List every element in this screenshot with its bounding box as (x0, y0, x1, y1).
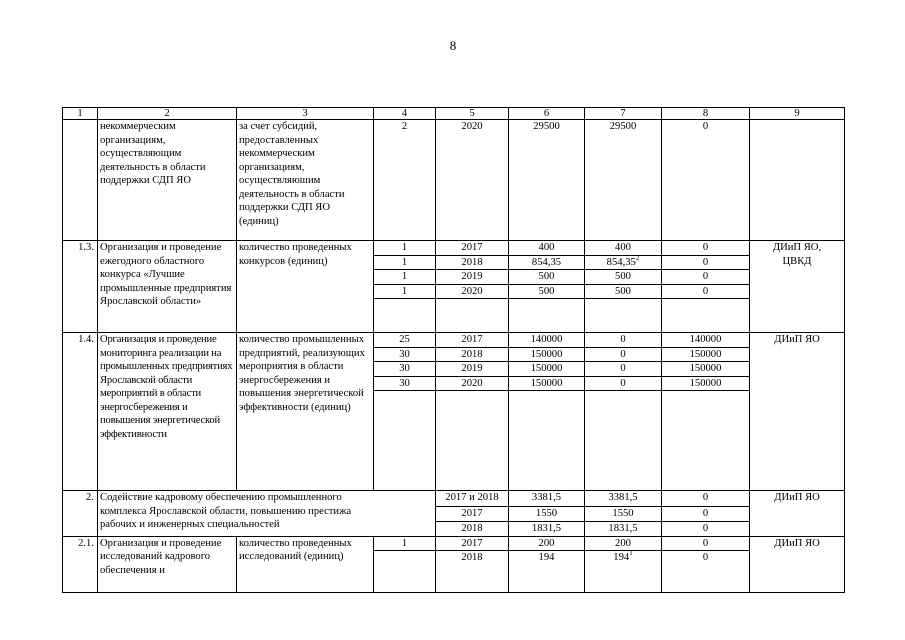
row-number: 1.4. (63, 333, 98, 491)
cell-target (374, 551, 436, 593)
executor: ДИиП ЯО (750, 491, 845, 537)
cell-target: 1 (374, 241, 436, 256)
cell-total: 854,35 (509, 255, 585, 270)
col-num-5: 5 (436, 108, 509, 120)
cell-indicator: за счет субсидий, предоставленных некоммерческим организациям, осуществляюшим деятельность в области поддержки СДП ЯО (единиц) (237, 120, 374, 241)
cell-year: 2020 (436, 376, 509, 391)
executor: ДИиП ЯО (750, 333, 845, 491)
executor: ДИиП ЯО, ЦВКД (750, 241, 845, 333)
cell-other: 0 (662, 522, 750, 537)
cell-other: 0 (662, 284, 750, 299)
cell-empty (509, 391, 585, 491)
cell-total: 150000 (509, 362, 585, 377)
col-num-2: 2 (98, 108, 237, 120)
regional-value: 854,35 (606, 256, 636, 268)
cell-regional: 29500 (585, 120, 662, 241)
cell-year: 2017 (436, 507, 509, 522)
cell-total: 500 (509, 284, 585, 299)
table-row (63, 120, 845, 241)
cell-total: 194 (509, 551, 585, 593)
cell-name: некоммерческим организациям, осуществляющим деятельность в области поддержки СДП ЯО (98, 120, 237, 241)
cell-num (63, 120, 98, 241)
row-number: 1.3. (63, 241, 98, 333)
indicator-name: количество промышленных предприятий, реализующих мероприятия в области энергосбережения и повышения энергетической эффективности (единиц) (237, 333, 374, 491)
cell-target: 30 (374, 347, 436, 362)
cell-year: 2018 (436, 551, 509, 593)
cell-total: 500 (509, 270, 585, 285)
cell-year: 2018 (436, 522, 509, 537)
cell-regional: 1550 (585, 507, 662, 522)
cell-empty (509, 299, 585, 333)
cell-empty (585, 299, 662, 333)
cell-total: 200 (509, 536, 585, 551)
cell-total: 1831,5 (509, 522, 585, 537)
cell-other: 0 (662, 491, 750, 507)
page-number: 8 (449, 38, 457, 53)
cell-total: 400 (509, 241, 585, 256)
table-row (63, 491, 845, 507)
cell-regional: 500 (585, 270, 662, 285)
cell-target: 1 (374, 270, 436, 285)
row-number: 2. (63, 491, 98, 537)
cell-year: 2019 (436, 362, 509, 377)
column-number-row (63, 108, 845, 120)
cell-year: 2018 (436, 255, 509, 270)
cell-other: 0 (662, 120, 750, 241)
cell-year: 2020 (436, 284, 509, 299)
cell-empty (374, 299, 436, 333)
footnote-mark: 2 (635, 255, 640, 262)
cell-empty (436, 391, 509, 491)
col-num-1: 1 (63, 108, 98, 120)
cell-regional: 200 (585, 536, 662, 551)
cell-other: 0 (662, 536, 750, 551)
cell-year: 2018 (436, 347, 509, 362)
cell-total: 29500 (509, 120, 585, 241)
cell-total: 3381,5 (509, 491, 585, 507)
cell-total: 140000 (509, 333, 585, 348)
col-num-9: 9 (750, 108, 845, 120)
cell-empty (662, 299, 750, 333)
cell-target: 30 (374, 376, 436, 391)
table-row (63, 536, 845, 551)
cell-other: 0 (662, 270, 750, 285)
cell-year: 2020 (436, 120, 509, 241)
measure-name: Организация и проведение исследований кадрового обеспечения и (98, 536, 237, 593)
cell-regional (585, 551, 662, 593)
cell-regional: 3381,5 (585, 491, 662, 507)
cell-other: 0 (662, 241, 750, 256)
cell-target: 1 (374, 284, 436, 299)
cell-regional: 500 (585, 284, 662, 299)
col-num-4: 4 (374, 108, 436, 120)
cell-total: 1550 (509, 507, 585, 522)
cell-other: 0 (662, 507, 750, 522)
cell-regional: 0 (585, 376, 662, 391)
cell-target: 2 (374, 120, 436, 241)
cell-year: 2017 (436, 536, 509, 551)
cell-regional: 400 (585, 241, 662, 256)
cell-total: 150000 (509, 376, 585, 391)
cell-other: 150000 (662, 347, 750, 362)
footnote-mark: 1 (629, 550, 633, 557)
cell-target: 30 (374, 362, 436, 377)
cell-empty (374, 391, 436, 491)
cell-year: 2017 (436, 333, 509, 348)
cell-empty (662, 391, 750, 491)
regional-value: 194 (613, 552, 630, 563)
cell-regional (585, 255, 662, 270)
cell-other: 150000 (662, 376, 750, 391)
measure-name: Организация и проведение ежегодного областного конкурса «Лучшие промышленные предприятия Ярославской области» (98, 241, 237, 333)
cell-other: 0 (662, 255, 750, 270)
cell-regional: 0 (585, 347, 662, 362)
col-num-7: 7 (585, 108, 662, 120)
cell-empty (585, 391, 662, 491)
col-num-8: 8 (662, 108, 750, 120)
indicator-name: количество проведенных исследований (единиц) (237, 536, 374, 593)
executor: ДИиП ЯО (750, 536, 845, 593)
table-row (63, 333, 845, 348)
cell-target: 1 (374, 255, 436, 270)
cell-executor (750, 120, 845, 241)
cell-other: 150000 (662, 362, 750, 377)
table-row (63, 241, 845, 256)
task-name: Содействие кадровому обеспечению промышленного комплекса Ярославской области, повышению престижа рабочих и инженерных специальностей (98, 491, 436, 537)
cell-year: 2017 (436, 241, 509, 256)
cell-regional: 0 (585, 333, 662, 348)
cell-target: 1 (374, 536, 436, 551)
cell-other: 140000 (662, 333, 750, 348)
cell-total: 150000 (509, 347, 585, 362)
indicator-name: количество проведенных конкурсов (единиц) (237, 241, 374, 333)
program-table (62, 107, 845, 593)
row-number: 2.1. (63, 536, 98, 593)
col-num-6: 6 (509, 108, 585, 120)
cell-target: 25 (374, 333, 436, 348)
cell-empty (436, 299, 509, 333)
cell-year: 2019 (436, 270, 509, 285)
cell-other: 0 (662, 551, 750, 593)
cell-year: 2017 и 2018 (436, 491, 509, 507)
measure-name: Организация и проведение мониторинга реализации на промышленных предприятиях Ярославской области мероприятий в области энергосбережения и повышения энергетической эффективности (98, 333, 237, 491)
cell-regional: 0 (585, 362, 662, 377)
cell-regional: 1831,5 (585, 522, 662, 537)
col-num-3: 3 (237, 108, 374, 120)
